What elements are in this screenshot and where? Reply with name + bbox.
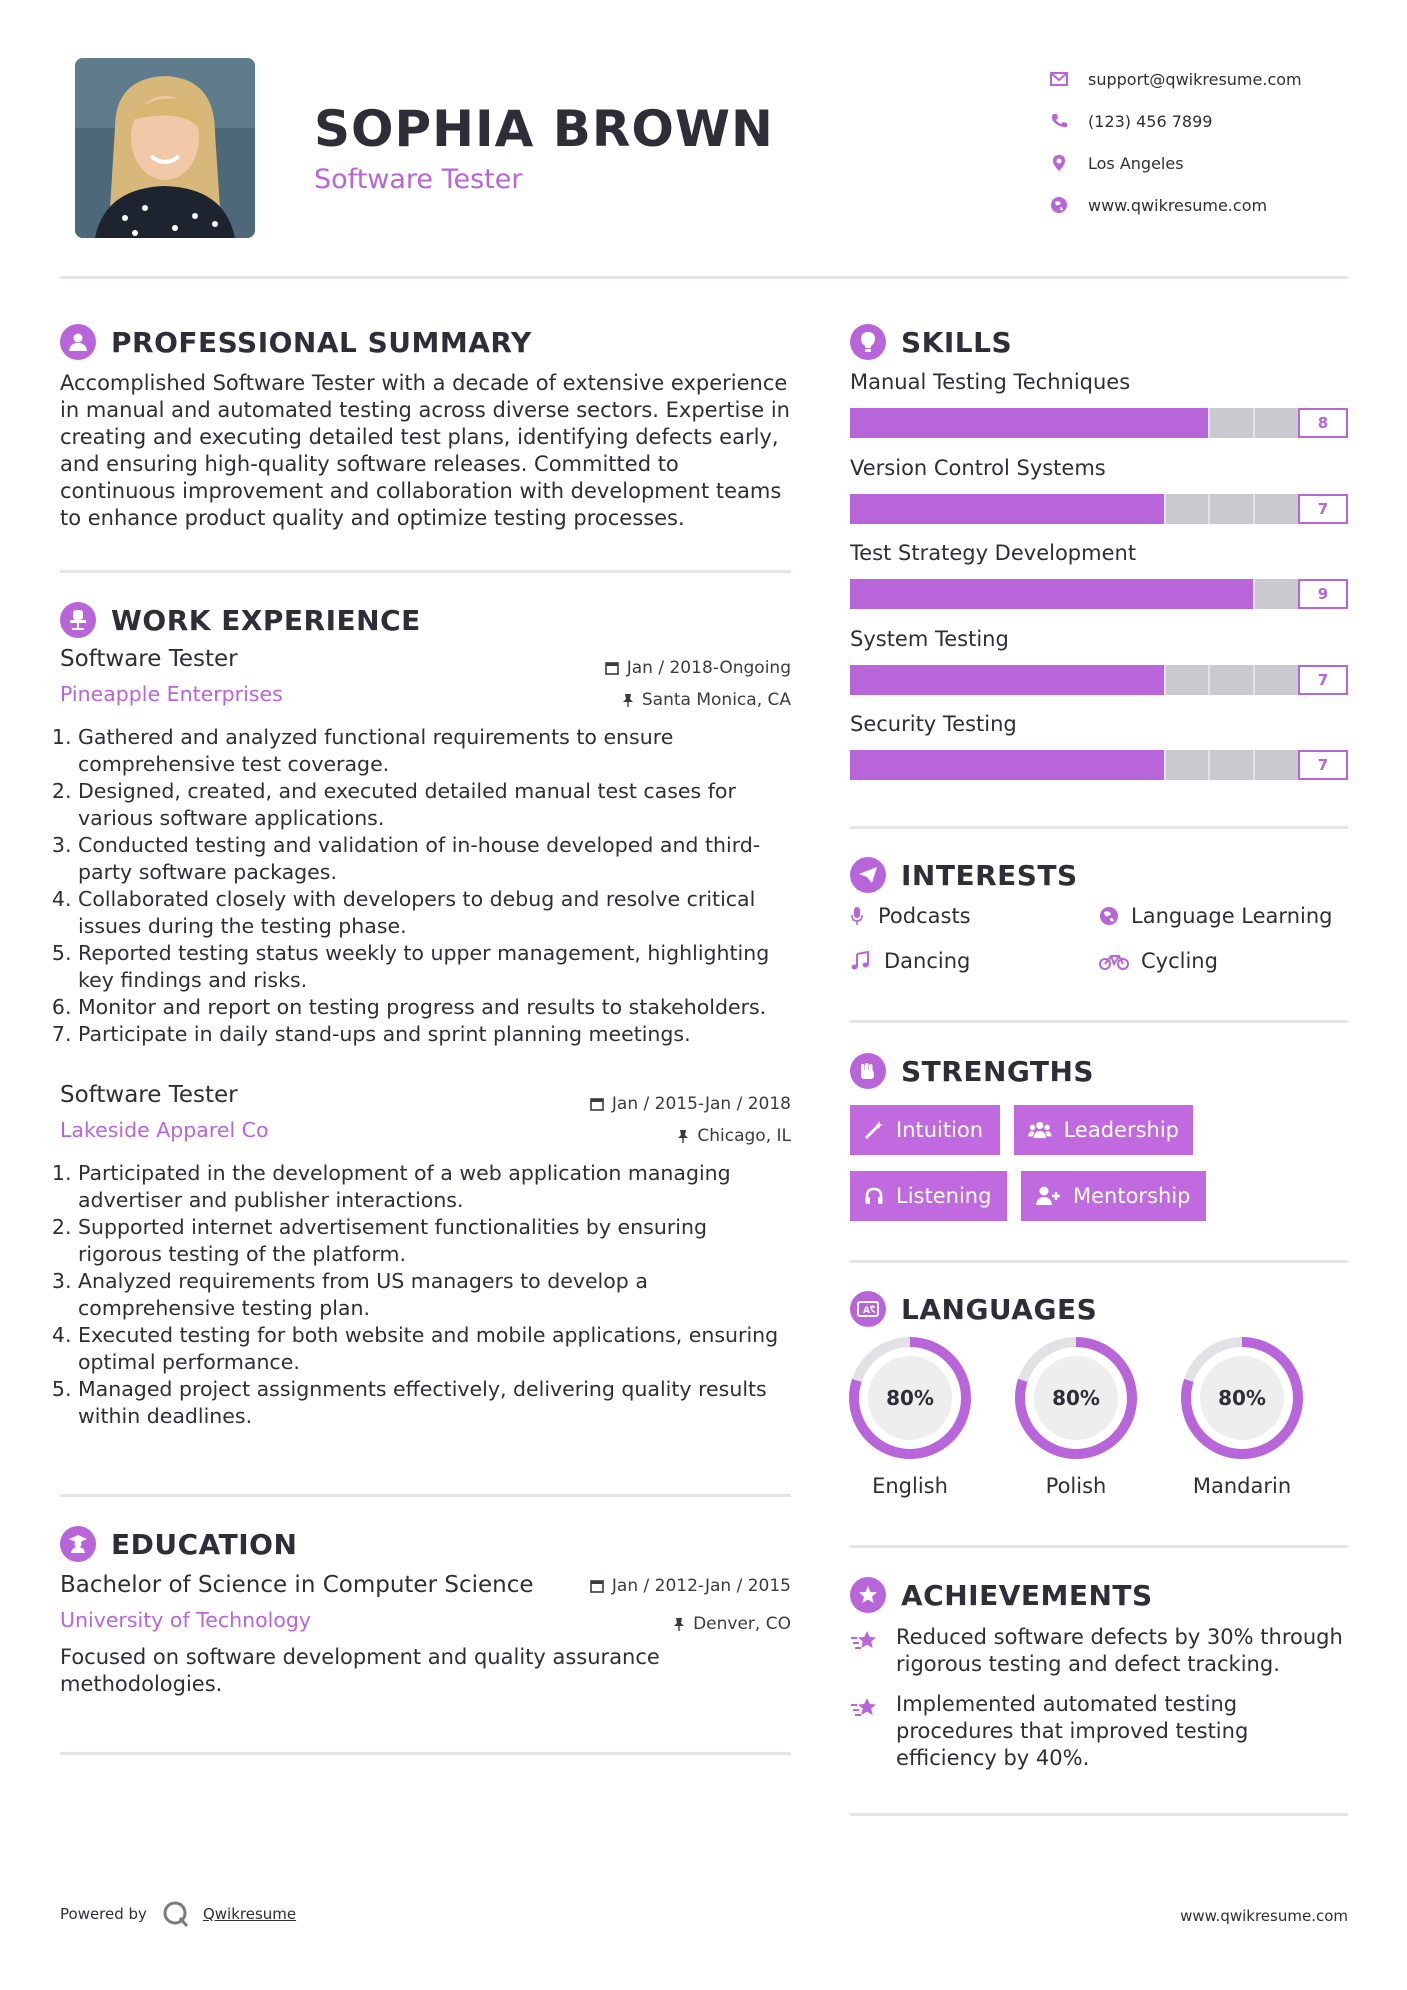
contact-email[interactable] (1050, 58, 1370, 100)
skill-bar (850, 494, 1298, 524)
lightbulb-icon (860, 331, 876, 353)
strength-chip-mentorship (1021, 1171, 1206, 1221)
contact-phone-text: (123) 456 7899 (1088, 111, 1213, 131)
microphone-icon (850, 906, 864, 926)
contact-phone[interactable] (1050, 100, 1370, 142)
experience-divider (60, 1494, 791, 1497)
language-icon (857, 1301, 879, 1317)
list-item: 4. Collaborated closely with developers to debug and resolve critical issues during the testing phase. (78, 886, 791, 940)
job-2-company: Lakeside Apparel Co (60, 1118, 269, 1142)
education-school: University of Technology (60, 1608, 312, 1632)
footer-powered-by (60, 1899, 296, 1929)
interest-podcasts (850, 904, 971, 928)
strengths-title: STRENGTHS (901, 1055, 1095, 1088)
achievement-2 (850, 1691, 1348, 1772)
skill-bar-tick (1253, 579, 1255, 609)
language-percent: 80% (1052, 1386, 1100, 1410)
education-divider (60, 1752, 791, 1755)
list-item: 7. Participate in daily stand-ups and sprint planning meetings. (78, 1021, 791, 1048)
skill-bar-fill (850, 750, 1164, 780)
candidate-name: SOPHIA BROWN (314, 100, 774, 158)
svg-text:A: A (863, 1306, 870, 1316)
interest-language-learning (1099, 904, 1332, 928)
calendar-icon (605, 661, 619, 675)
contact-website-text: www.qwikresume.com (1088, 195, 1268, 215)
skill-bar-tick (1164, 665, 1166, 695)
job-1-location-text: Santa Monica, CA (641, 690, 791, 710)
skill-bar (850, 750, 1298, 780)
achievements-divider (850, 1813, 1348, 1816)
achievement-text: Reduced software defects by 30% through rigorous testing and defect tracking. (896, 1625, 1343, 1676)
skill-bar-tick (1253, 408, 1255, 438)
skill-bar-tick (1164, 494, 1166, 524)
skill-name: Manual Testing Techniques (850, 370, 1131, 394)
skill-name: Test Strategy Development (850, 541, 1137, 565)
education-entry (60, 1572, 791, 1698)
summary-title: PROFESSIONAL SUMMARY (111, 326, 532, 359)
map-pin-icon (1050, 154, 1068, 172)
interests-title: INTERESTS (901, 859, 1078, 892)
qwikresume-logo-icon (161, 1899, 191, 1929)
job-2-location-text: Chicago, IL (697, 1126, 791, 1146)
globe-icon (1099, 906, 1119, 926)
experience-section-icon (60, 602, 96, 638)
interest-language-label: Language Learning (1131, 904, 1333, 928)
list-item: 2. Supported internet advertisement functionalities by ensuring rigorous testing of the platform. (78, 1214, 791, 1268)
language-ring (1177, 1333, 1307, 1463)
education-dates (590, 1576, 791, 1596)
summary-text: Accomplished Software Tester with a decade of extensive experience in manual and automated testing across diverse sectors. Expertise in creating and executing detailed test plans, identifying defects early, and ensuring high-quality software releases. Committed to continuous improvement and collaboration with development teams to enhance product quality and optimize testing processes. (60, 371, 790, 530)
skill-bar (850, 665, 1298, 695)
strength-label: Leadership (1063, 1118, 1179, 1142)
header-divider (60, 276, 1348, 279)
strength-chip-intuition (850, 1105, 1000, 1155)
skill-level-badge: 8 (1298, 408, 1348, 438)
job-1-dates (605, 658, 791, 678)
achievement-1 (850, 1624, 1348, 1678)
magic-wand-icon (864, 1120, 884, 1140)
globe-icon (1050, 196, 1068, 214)
language-name: Polish (1045, 1474, 1107, 1498)
footer-website-link[interactable]: www.qwikresume.com (1180, 1907, 1348, 1925)
bicycle-icon (1099, 951, 1129, 971)
powered-by-label: Powered by (60, 1905, 147, 1923)
user-icon (68, 332, 88, 352)
job-1-position: Software Tester (60, 646, 238, 672)
skills-title: SKILLS (901, 326, 1013, 359)
skill-name: System Testing (850, 626, 1009, 651)
contact-list (1050, 58, 1370, 226)
calendar-icon (590, 1579, 604, 1593)
pushpin-icon (622, 693, 634, 707)
skill-bar-fill (850, 665, 1164, 695)
achievement-text: Implemented automated testing procedures that improved testing efficiency by 40%. (896, 1692, 1249, 1770)
language-percent: 80% (1218, 1386, 1266, 1410)
graduate-icon (68, 1534, 88, 1554)
language-ring (1011, 1333, 1141, 1463)
job-2-dates (590, 1094, 791, 1114)
skill-level-badge: 7 (1298, 665, 1348, 695)
pushpin-icon (673, 1617, 685, 1631)
job-1-location (622, 690, 791, 710)
education-degree: Bachelor of Science in Computer Science (60, 1572, 534, 1598)
education-title: EDUCATION (111, 1528, 298, 1561)
strength-chip-leadership (1014, 1105, 1193, 1155)
language-name: English (872, 1474, 948, 1498)
phone-icon (1050, 113, 1068, 129)
strength-label: Intuition (896, 1118, 984, 1142)
achievements-section-icon (850, 1577, 886, 1613)
shooting-star-icon (850, 1695, 880, 1721)
interest-dancing-label: Dancing (884, 949, 971, 973)
summary-divider (60, 570, 791, 573)
list-item: 5. Managed project assignments effectively, delivering quality results within deadlines. (78, 1376, 791, 1430)
interest-podcasts-label: Podcasts (878, 904, 971, 928)
user-plus-icon (1035, 1186, 1061, 1206)
list-item: 4. Executed testing for both website and mobile applications, ensuring optimal performance. (78, 1322, 791, 1376)
skill-bar-tick (1164, 750, 1166, 780)
envelope-icon (1050, 72, 1068, 86)
list-item: 6. Monitor and report on testing progress and results to stakeholders. (78, 994, 791, 1021)
calendar-icon (590, 1097, 604, 1111)
education-description: Focused on software development and quality assurance methodologies. (60, 1645, 660, 1696)
footer-brand-link[interactable]: Qwikresume (202, 1905, 297, 1923)
languages-title: LANGUAGES (901, 1293, 1098, 1326)
skill-name: Security Testing (850, 712, 1017, 736)
strengths-divider (850, 1260, 1348, 1263)
achievements-title: ACHIEVEMENTS (901, 1579, 1153, 1612)
job-1-dates-text: Jan / 2018-Ongoing (626, 658, 791, 678)
job-2 (60, 1082, 791, 1430)
summary-section-icon (60, 324, 96, 360)
interests-divider (850, 1020, 1348, 1023)
job-1-company: Pineapple Enterprises (60, 682, 283, 706)
list-item: 1. Gathered and analyzed functional requirements to ensure comprehensive test coverage. (78, 724, 791, 778)
language-percent: 80% (886, 1386, 934, 1410)
skill-bar-tick (1253, 750, 1255, 780)
job-1 (60, 646, 791, 1048)
contact-location-text: Los Angeles (1088, 153, 1184, 173)
job-2-responsibilities (60, 1160, 791, 1430)
education-section-icon (60, 1526, 96, 1562)
skill-name: Version Control Systems (850, 455, 1106, 480)
list-item: 3. Conducted testing and validation of in-house developed and third-party software packages. (78, 832, 791, 886)
skill-bar-tick (1208, 665, 1210, 695)
profile-photo (75, 58, 255, 238)
interests-section-icon (850, 857, 886, 893)
skill-bar (850, 579, 1298, 609)
list-item: 2. Designed, created, and executed detailed manual test cases for various software applications. (78, 778, 791, 832)
skill-bar-fill (850, 579, 1253, 609)
skill-level-badge: 9 (1298, 579, 1348, 609)
education-location-text: Denver, CO (693, 1614, 791, 1634)
paper-plane-icon (858, 866, 878, 884)
strength-label: Listening (896, 1184, 992, 1208)
skill-level-badge: 7 (1298, 750, 1348, 780)
star-badge-icon (858, 1585, 878, 1605)
interest-dancing (850, 949, 970, 973)
fist-icon (858, 1061, 878, 1081)
interest-cycling-label: Cycling (1141, 949, 1218, 973)
chair-icon (68, 609, 88, 631)
skill-bar-fill (850, 408, 1208, 438)
experience-title: WORK EXPERIENCE (111, 604, 421, 637)
skill-bar-tick (1208, 408, 1210, 438)
job-2-dates-text: Jan / 2015-Jan / 2018 (611, 1094, 791, 1114)
language-name: Mandarin (1192, 1474, 1292, 1498)
skill-bar-fill (850, 494, 1164, 524)
music-note-icon (850, 951, 870, 971)
skill-bar (850, 408, 1298, 438)
list-item: 3. Analyzed requirements from US managers to develop a comprehensive testing plan. (78, 1268, 791, 1322)
strengths-section-icon (850, 1053, 886, 1089)
job-2-position: Software Tester (60, 1082, 238, 1108)
education-dates-text: Jan / 2012-Jan / 2015 (611, 1576, 791, 1596)
education-location (673, 1614, 791, 1634)
strength-label: Mentorship (1073, 1184, 1191, 1208)
interest-cycling (1099, 949, 1218, 973)
skill-bar-tick (1208, 750, 1210, 780)
strength-chip-listening (850, 1171, 1007, 1221)
skill-bar-tick (1253, 665, 1255, 695)
group-icon (1028, 1120, 1052, 1140)
job-2-location (677, 1126, 791, 1146)
contact-email-text: support@qwikresume.com (1088, 69, 1302, 89)
skills-divider (850, 826, 1348, 829)
skills-section-icon (850, 324, 886, 360)
contact-location (1050, 142, 1370, 184)
pushpin-icon (677, 1129, 689, 1143)
shooting-star-icon (850, 1628, 880, 1654)
list-item: 1. Participated in the development of a web application managing advertiser and publisher interactions. (78, 1160, 791, 1214)
contact-website[interactable] (1050, 184, 1370, 226)
skill-bar-tick (1253, 494, 1255, 524)
language-ring (845, 1333, 975, 1463)
languages-section-icon (850, 1291, 886, 1327)
skill-level-badge: 7 (1298, 494, 1348, 524)
job-1-responsibilities (60, 724, 791, 1048)
languages-divider (850, 1545, 1348, 1548)
list-item: 5. Reported testing status weekly to upper management, highlighting key findings and risks. (78, 940, 791, 994)
skill-bar-tick (1208, 494, 1210, 524)
candidate-role: Software Tester (314, 164, 523, 195)
headphones-icon (864, 1186, 884, 1206)
